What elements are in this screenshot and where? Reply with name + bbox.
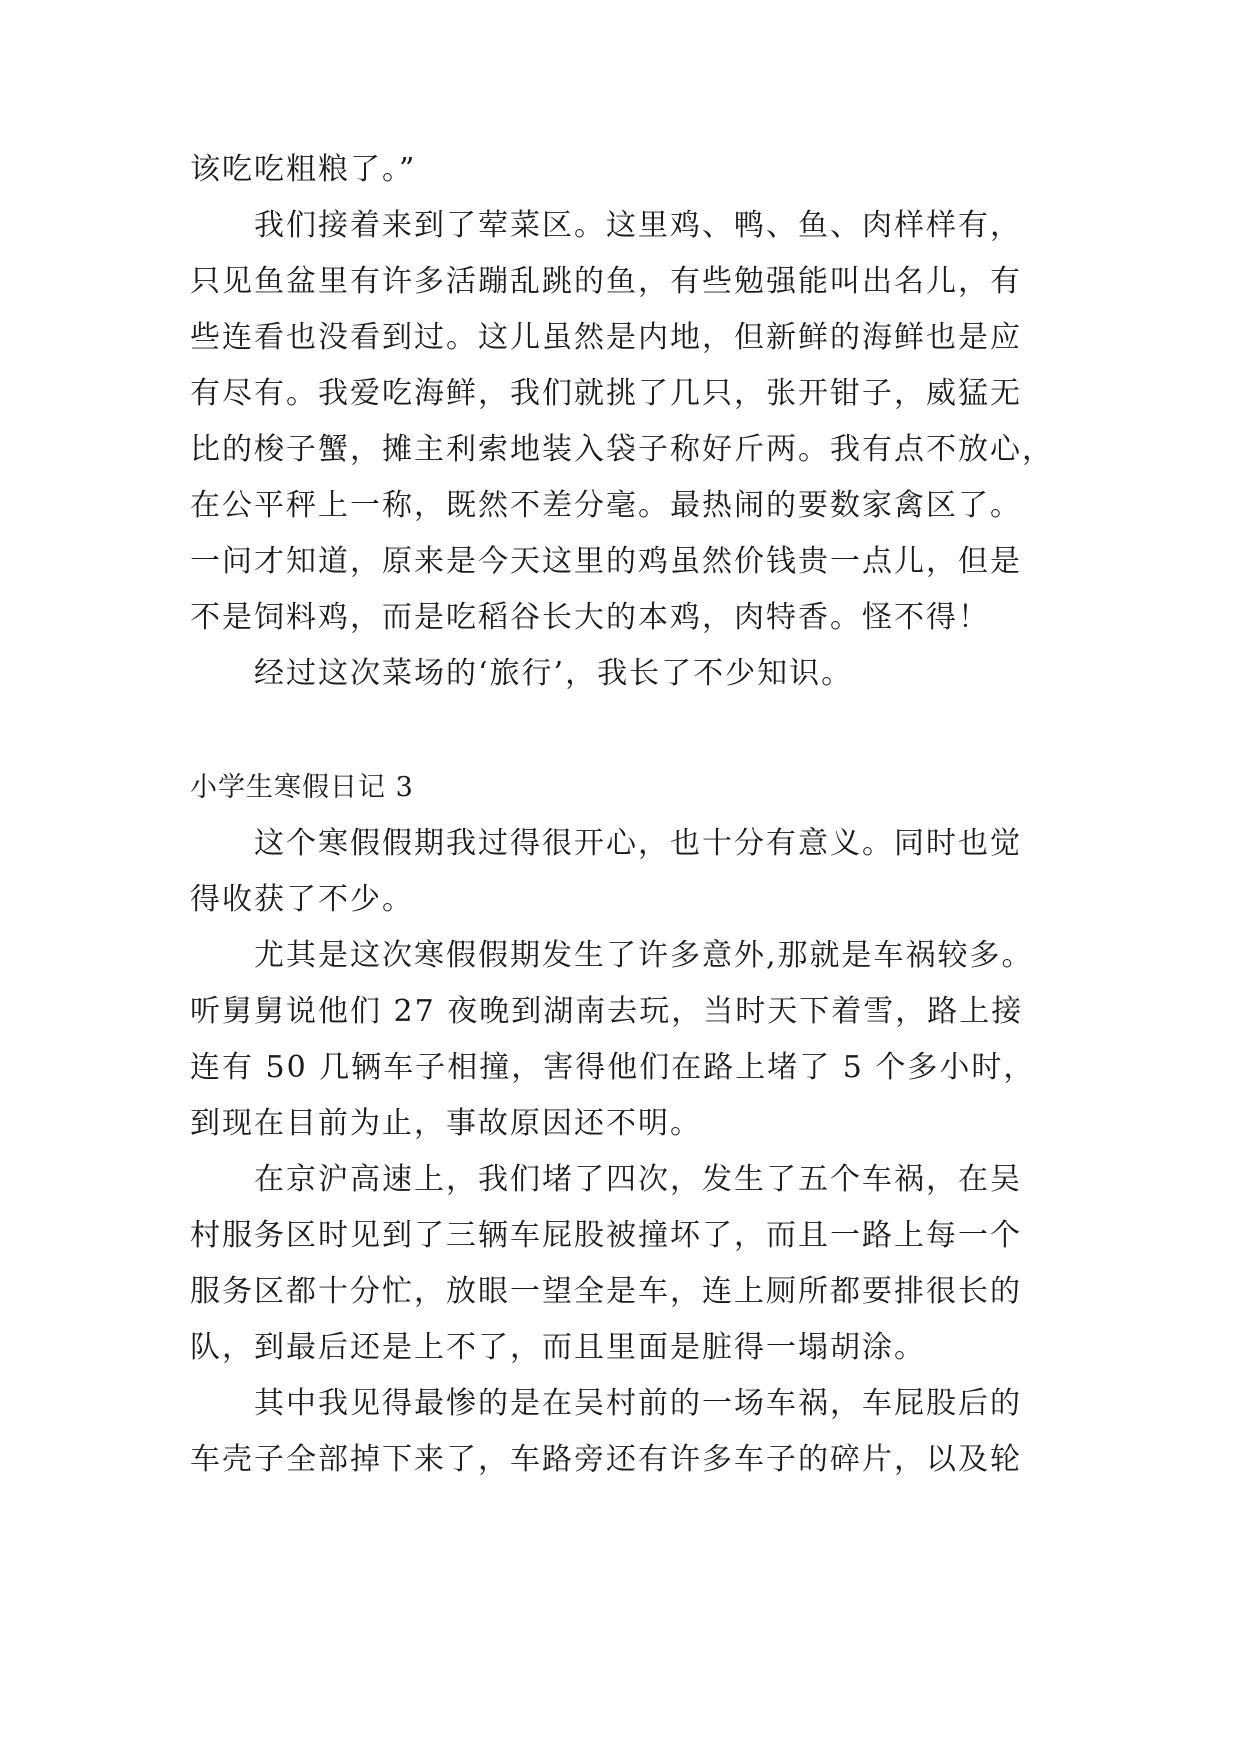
section-title: 小学生寒假日记 3 [190,772,414,803]
text-line: 该吃吃粗粮了。” [190,152,417,187]
text-line: 车壳子全部掉下来了，车路旁还有许多车子的碎片，以及轮 [190,1442,1022,1477]
text-line: 尤其是这次寒假假期发生了许多意外,那就是车祸较多。 [254,938,1034,973]
text-line: 队，到最后还是上不了，而且里面是脏得一塌胡涂。 [190,1330,926,1365]
text-line: 我们接着来到了荤菜区。这里鸡、鸭、鱼、肉样样有， [254,208,1022,243]
text-line: 经过这次菜场的‘旅行’，我长了不少知识。 [254,656,854,691]
text-line: 到现在目前为止，事故原因还不明。 [190,1106,702,1141]
text-line: 在京沪高速上，我们堵了四次，发生了五个车祸，在吴 [254,1162,1022,1197]
text-line: 这个寒假假期我过得很开心，也十分有意义。同时也觉 [254,826,1022,861]
text-line: 不是饲料鸡，而是吃稻谷长大的本鸡，肉特香。怪不得！ [190,600,990,635]
text-line: 连有 50 几辆车子相撞，害得他们在路上堵了 5 个多小时， [190,1050,1036,1085]
text-line: 服务区都十分忙，放眼一望全是车，连上厕所都要排很长的 [190,1274,1022,1309]
text-line: 比的梭子蟹，摊主利索地装入袋子称好斤两。我有点不放心， [190,432,1054,467]
text-line: 有尽有。我爱吃海鲜，我们就挑了几只，张开钳子，威猛无 [190,376,1022,411]
text-line: 听舅舅说他们 27 夜晚到湖南去玩，当时天下着雪，路上接 [190,994,1024,1029]
text-line: 村服务区时见到了三辆车屁股被撞坏了，而且一路上每一个 [190,1218,1022,1253]
text-line: 得收获了不少。 [190,882,414,917]
text-line: 些连看也没看到过。这儿虽然是内地，但新鲜的海鲜也是应 [190,320,1022,355]
text-line: 只见鱼盆里有许多活蹦乱跳的鱼，有些勉强能叫出名儿，有 [190,264,1022,299]
text-line: 其中我见得最惨的是在吴村前的一场车祸，车屁股后的 [254,1386,1022,1421]
text-line: 一问才知道，原来是今天这里的鸡虽然价钱贵一点儿，但是 [190,544,1022,579]
text-line: 在公平秤上一称，既然不差分毫。最热闹的要数家禽区了。 [190,488,1022,523]
